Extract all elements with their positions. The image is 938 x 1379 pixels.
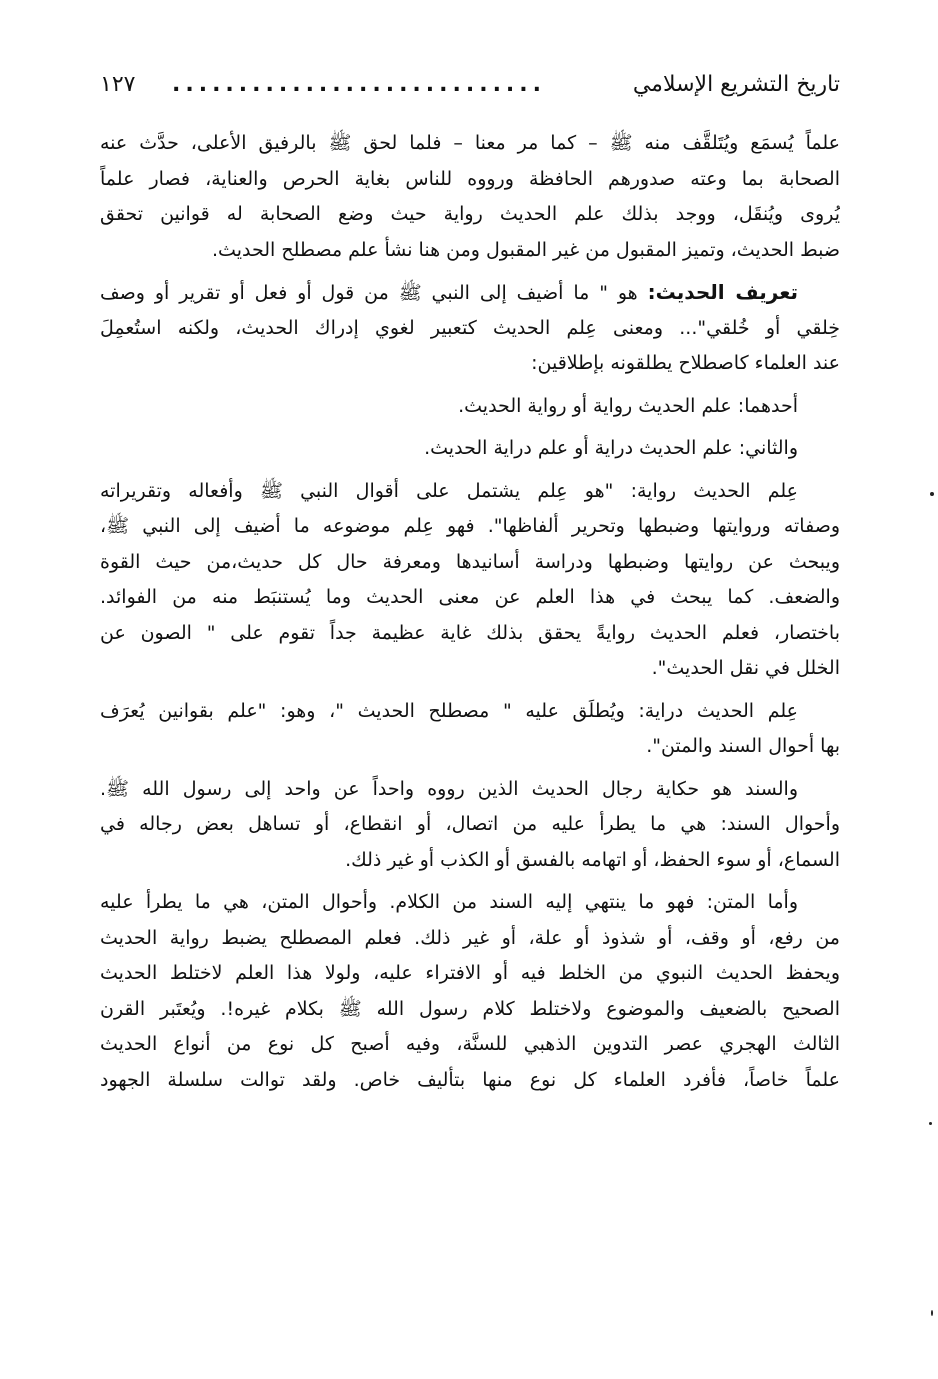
section-term: تعريف الحديث: xyxy=(647,280,798,304)
page-number: ١٢٧ xyxy=(100,72,136,97)
text-line: والسند هو حكاية رجال الحديث الذين رووه واحداً عن واحد إلى رسول الله ﷺ. xyxy=(100,777,798,800)
text-line: وصفاته وروايتها وضبطها وتحرير ألفاظها". فهو عِلم موضوعه ما أضيف إلى النبي ﷺ، xyxy=(100,515,840,537)
text-line: علماً يُسمَع ويُتَلقَّف منه ﷺ – كما مر معنا – فلما لحق ﷺ بالرفيق الأعلى، حدَّث عنه xyxy=(100,132,840,154)
text-line: والضعف. كما يبحث في هذا العلم عن معنى الحديث وما يُستنبَط منه من الفوائد. xyxy=(100,586,840,608)
page-header xyxy=(100,62,840,106)
paragraph xyxy=(100,431,840,467)
text-line: علماً خاصاً، فأفرد العلماء كل نوع منها بتأليف خاص. ولقد توالت سلسلة الجهود xyxy=(100,1068,840,1091)
text-line: والثاني: علم الحديث دراية أو علم دراية الحديث. xyxy=(424,437,798,459)
text-line: عِلم الحديث رواية: "هو عِلم يشتمل على أقوال النبي ﷺ وأفعاله وتقريراته xyxy=(100,479,798,502)
body-text xyxy=(100,126,840,1105)
paragraph xyxy=(100,126,840,268)
text-line: الصحيح بالضعيف والموضوع ولاختلط كلام رسول الله ﷺ بكلام غيره!. ويُعتَبر القرن xyxy=(100,997,840,1020)
text-line: ويحفظ الحديث النبوي من الخلط فيه أو الافتراء عليه، ولولا هذا العلم لاختلط الحديث xyxy=(100,962,840,984)
text-line: الخلل في نقل الحديث". xyxy=(651,657,840,679)
text-line: خِلقي أو خُلقي"... ومعنى عِلم الحديث كتعبير لغوي إدراك الحديث، ولكنه استُعمِلَ xyxy=(100,316,840,339)
text-line: بها أحوال السند والمتن". xyxy=(646,735,840,757)
text-line: السماع، أو سوء الحفظ، أو اتهامه بالفسق أو الكذب أو غير ذلك. xyxy=(345,848,840,871)
text-line: عِلم الحديث دراية: ويُطلَق عليه " مصطلح الحديث "، وهو: "علم بقوانين يُعرَف xyxy=(100,699,798,722)
scan-speck xyxy=(929,1122,932,1125)
scan-speck xyxy=(930,492,934,496)
scan-speck xyxy=(931,1310,933,1316)
text-run: هو " ما أضيف إلى النبي ﷺ من قول أو فعل أو تقرير أو وصف xyxy=(100,282,648,304)
paragraph xyxy=(100,474,840,687)
running-title: تاريخ التشريع الإسلامي xyxy=(632,72,840,97)
paragraph xyxy=(100,885,840,1098)
paragraph-definition xyxy=(100,275,840,382)
text-line: عند العلماء كاصطلاح يطلقونه بإطلاقين: xyxy=(531,352,840,374)
paragraph xyxy=(100,694,840,765)
text-line: ضبط الحديث، وتميز المقبول من غير المقبول ومن هنا نشأ علم مصطلح الحديث. xyxy=(212,238,840,261)
text-line: وأحوال السند: هي ما يطرأ عليه من اتصال، أو انقطاع، أو تساهل بعض رجاله في xyxy=(100,813,840,835)
text-line: الصحابة بما وعته صدورهم الحافظة ورووه للناس بغاية الحرص والعناية، فصار علماً xyxy=(100,167,840,190)
text-line xyxy=(100,275,840,311)
leader-dots: ............................ xyxy=(172,72,547,97)
paragraph xyxy=(100,772,840,879)
text-line: باختصار، فعلم الحديث روايةً يحقق بذلك غاية عظيمة جداً تقوم على " الصون عن xyxy=(100,621,840,644)
text-line: وأما المتن: فهو ما ينتهي إليه السند من الكلام. وأحوال المتن، هي ما يطرأ عليه xyxy=(100,891,798,913)
paragraph xyxy=(100,389,840,425)
text-line: الثالث الهجري عصر التدوين الذهبي للسنَّة، وفيه أصبح كل نوع من أنواع الحديث xyxy=(100,1033,840,1055)
text-line: يُروى ويُنقَل، ووجد بذلك علم الحديث رواية حيث وضع الصحابة له قوانين تحقق xyxy=(100,203,840,225)
text-line: من رفع، أو وقف، أو شذوذ أو علة، أو غير ذلك. فعلم المصطلح يضبط رواية الحديث xyxy=(100,926,840,949)
text-line: ويبحث عن روايتها وضبطها ودراسة أسانيدها ومعرفة حال كل حديث،من حيث القوة xyxy=(100,550,840,573)
text-line: أحدهما: علم الحديث رواية أو رواية الحديث. xyxy=(458,394,798,417)
